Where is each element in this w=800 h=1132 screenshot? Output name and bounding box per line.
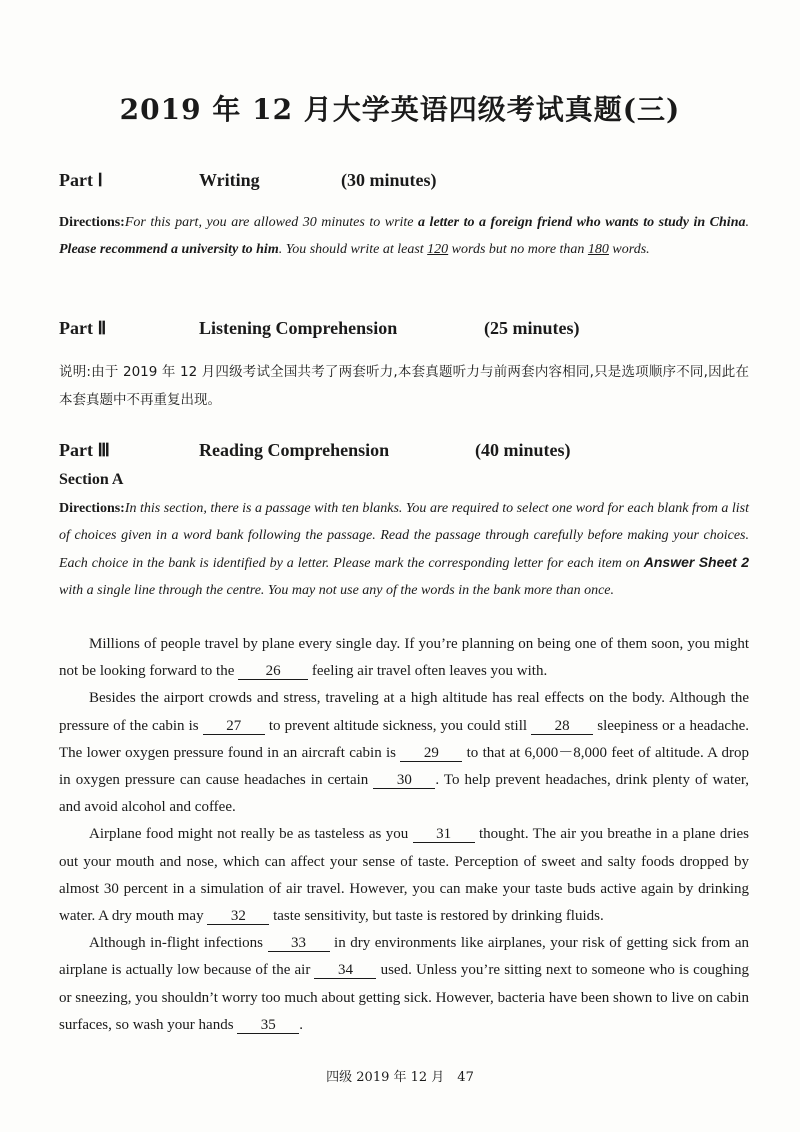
blank-35: 35: [237, 1017, 299, 1034]
part-2-time: (25 minutes): [484, 318, 580, 338]
directions-label: Directions:: [59, 501, 125, 516]
directions-label: Directions:: [59, 215, 125, 230]
passage-text: . To help prevent headaches, drink plenty of water, and avoid alcohol and coffee.: [59, 772, 750, 816]
passage-text: in dry environments like airplanes, your risk of getting sick from an airplane is actually low because of the air: [59, 935, 749, 979]
directions-text: . You should write at least: [278, 241, 428, 257]
directions-text: with a single line through the centre. You may not use any of the words in the bank more than once.: [59, 582, 615, 598]
max-words: 180: [587, 241, 609, 257]
passage-text: Although in-flight infections: [89, 935, 268, 952]
passage-text: to prevent altitude sickness, you could still: [264, 717, 532, 734]
directions-text: For this part, you are allowed 30 minutes to write: [124, 215, 419, 230]
directions-text: words but no more than: [448, 241, 588, 257]
paragraph-4: [59, 930, 749, 1039]
writing-directions: [59, 210, 749, 263]
blank-29: 29: [400, 745, 462, 762]
directions-text: In this section, there is a passage with ten blanks. You are required to select one word for each blank from a list of choices given in a word bank following the passage. Read the passage through carefully before making your choices. Each choice in the bank is identified by a letter. Please mark the corresponding letter for each item on: [59, 501, 749, 571]
blank-34: 34: [314, 962, 376, 979]
paragraph-2: [59, 685, 749, 821]
reading-passage: [59, 631, 749, 1039]
paragraph-3: [59, 821, 749, 930]
paragraph-1: [59, 631, 749, 685]
blank-33: 33: [268, 935, 330, 952]
passage-text: taste sensitivity, but taste is restored by drinking fluids.: [269, 908, 604, 925]
task-requirement: Please recommend a university to him: [59, 241, 279, 257]
part-2-name: Listening Comprehension: [199, 318, 398, 338]
blank-31: 31: [413, 826, 475, 843]
part-3-heading: [59, 440, 759, 466]
blank-30: 30: [373, 772, 435, 789]
part-1-label: Part Ⅰ: [59, 170, 103, 190]
passage-text: .: [299, 1016, 304, 1033]
directions-text: .: [745, 215, 749, 230]
part-3-time: (40 minutes): [475, 440, 571, 460]
task-topic: a letter to a foreign friend who wants to study in China: [418, 215, 746, 230]
blank-27: 27: [203, 718, 265, 735]
page-title: 2019 年 12 月大学英语四级考试真题(三): [119, 93, 681, 126]
passage-text: Airplane food might not really be as tasteless as you: [89, 826, 413, 843]
passage-text: Millions of people travel by plane every single day. If you’re planning on being one of them soon, you might not be looking forward to the: [59, 636, 749, 680]
blank-28: 28: [531, 718, 593, 735]
passage-text: sleepiness or a headache. The lower oxygen pressure found in an aircraft cabin is: [59, 717, 749, 761]
part-3-name: Reading Comprehension: [199, 440, 390, 460]
section-a-heading: Section A: [59, 471, 124, 488]
directions-text: words.: [608, 241, 650, 257]
part-1-heading: [59, 170, 759, 196]
passage-text: to that at 6,000－8,000 feet of altitude. A drop in oxygen pressure can cause headaches in certain: [59, 744, 749, 789]
answer-sheet-ref: Answer Sheet 2: [643, 554, 749, 570]
min-words: 120: [427, 241, 449, 257]
listening-note: 说明:由于 2019 年 12 月四级考试全国共考了两套听力,本套真题听力与前两套内容相同,只是选项顺序不同,因此在本套真题中不再重复出现。: [59, 364, 749, 408]
passage-text: Besides the airport crowds and stress, traveling at a high altitude has real effects on the body. Although the pressure of the cabin is: [59, 690, 749, 734]
blank-32: 32: [207, 908, 269, 925]
reading-directions: [59, 496, 749, 604]
blank-26: 26: [238, 663, 308, 680]
part-3-label: Part Ⅲ: [59, 440, 110, 460]
part-2-label: Part Ⅱ: [59, 318, 107, 338]
part-1-name: Writing: [199, 170, 260, 190]
part-1-time: (30 minutes): [341, 170, 437, 190]
passage-text: feeling air travel often leaves you with.: [308, 663, 548, 680]
passage-text: thought. The air you breathe in a plane dries out your mouth and nose, which can affect your sense of taste. Perception of sweet and salty foods dropped by almost 30 percent in a simulation of air travel. However, you can make your taste buds active again by drinking water. A dry mouth may: [59, 826, 749, 925]
part-2-heading: [59, 318, 759, 344]
passage-text: used. Unless you’re sitting next to someone who is coughing or sneezing, you shouldn’t worry too much about getting sick. However, bacteria have been shown to live on cabin surfaces, so wash your hands: [59, 962, 749, 1033]
page-footer: 四级 2019 年 12 月 47: [326, 1070, 474, 1085]
